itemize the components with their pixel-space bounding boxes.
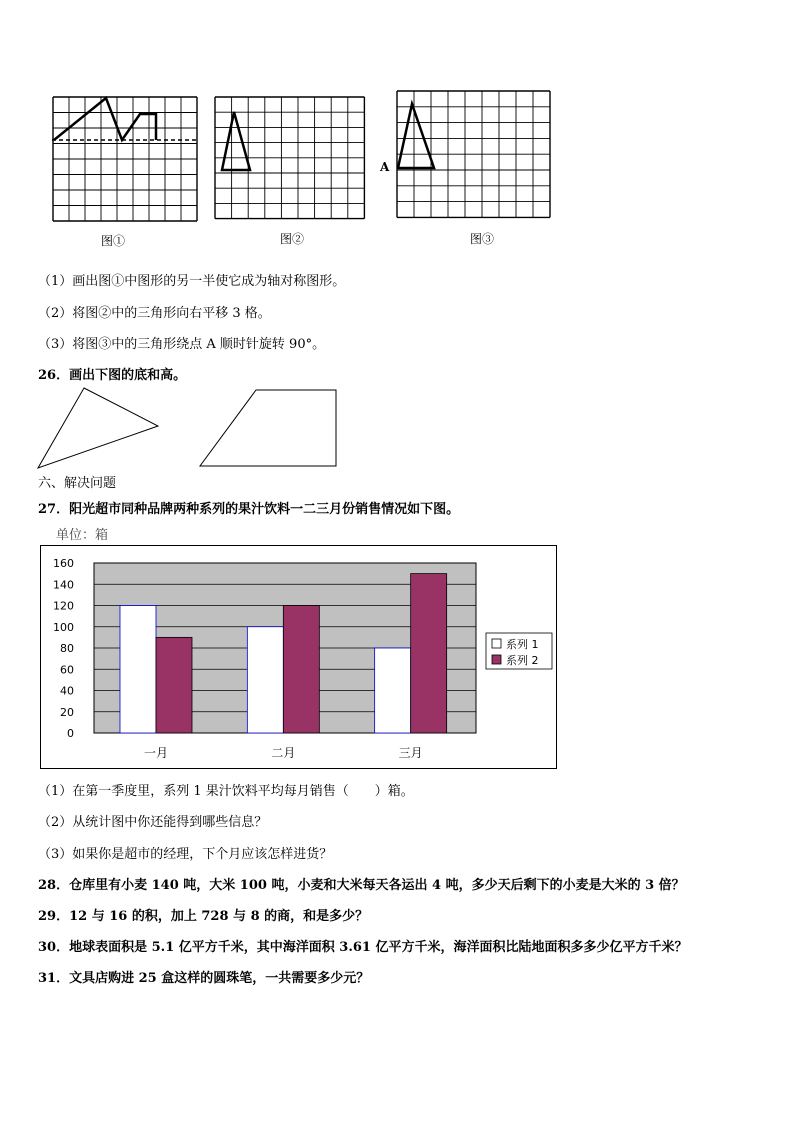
- y-tick-label: 80: [60, 642, 74, 655]
- x-tick-label: 二月: [271, 746, 296, 760]
- figure-2: [214, 96, 366, 224]
- sales-chart: [40, 545, 558, 774]
- q25-item-3: （3）将图③中的三角形绕点 A 顺时针旋转 90°。: [38, 337, 326, 352]
- q26-text: 26．画出下图的底和高。: [38, 368, 187, 383]
- q25-item-1: （1）画出图①中图形的另一半使它成为轴对称图形。: [38, 274, 346, 289]
- y-tick-label: 160: [53, 557, 74, 570]
- figure-3-caption: 图③: [470, 232, 495, 246]
- legend-swatch: [492, 639, 501, 648]
- q27-text: 27．阳光超市同种品牌两种系列的果汁饮料一二三月份销售情况如下图。: [38, 502, 460, 517]
- figure-1-caption: 图①: [101, 234, 126, 248]
- bar-series-1-3: [375, 648, 411, 733]
- bar-series-1-2: [247, 627, 283, 733]
- section-6-title: 六、解决问题: [38, 476, 117, 491]
- trapezoid-shape: [200, 390, 336, 466]
- bar-series-2-2: [283, 606, 319, 734]
- y-tick-label: 20: [60, 705, 74, 719]
- y-tick-label: 0: [67, 727, 74, 740]
- q27-item-3: （3）如果你是超市的经理，下个月应该怎样进货？: [38, 847, 333, 862]
- legend-swatch: [492, 655, 501, 664]
- q28-text: 28．仓库里有小麦 140 吨，大米 100 吨，小麦和大米每天各运出 4 吨，多少天后剩下的小麦是大米的 3 倍？: [38, 878, 685, 893]
- y-tick-label: 120: [53, 599, 74, 613]
- x-tick-label: 一月: [143, 746, 169, 760]
- bar-series-2-3: [411, 574, 447, 733]
- y-tick-label: 40: [60, 684, 74, 698]
- x-tick-label: 三月: [398, 746, 423, 760]
- chart-unit: 单位：箱: [56, 528, 109, 543]
- triangle-shape: [38, 388, 158, 468]
- legend-label: 系列 2: [506, 654, 539, 667]
- figure-1: [52, 96, 198, 226]
- q30-text: 30．地球表面积是 5.1 亿平方千米，其中海洋面积 3.61 亿平方千米，海洋面积比陆地面积多多少亿平方千米？: [38, 940, 688, 955]
- q27-item-2: （2）从统计图中你还能得到哪些信息？: [38, 815, 268, 830]
- bar-series-1-1: [120, 606, 156, 734]
- y-tick-label: 60: [60, 663, 74, 677]
- q25-item-2: （2）将图②中的三角形向右平移 3 格。: [38, 306, 271, 321]
- y-tick-label: 100: [53, 620, 74, 634]
- bar-series-2-1: [156, 637, 192, 733]
- figure-2-caption: 图②: [280, 232, 305, 246]
- q26-shapes: [36, 386, 346, 476]
- q27-item-1: （1）在第一季度里，系列 1 果汁饮料平均每月销售（ ）箱。: [38, 784, 414, 799]
- figure-3: [396, 90, 552, 224]
- y-tick-label: 140: [53, 578, 74, 592]
- q29-text: 29．12 与 16 的积，加上 728 与 8 的商，和是多少？: [38, 909, 369, 924]
- q31-text: 31．文具店购进 25 盒这样的圆珠笔，一共需要多少元？: [38, 971, 370, 986]
- legend-label: 系列 1: [506, 638, 539, 651]
- point-a-label: A: [380, 160, 390, 174]
